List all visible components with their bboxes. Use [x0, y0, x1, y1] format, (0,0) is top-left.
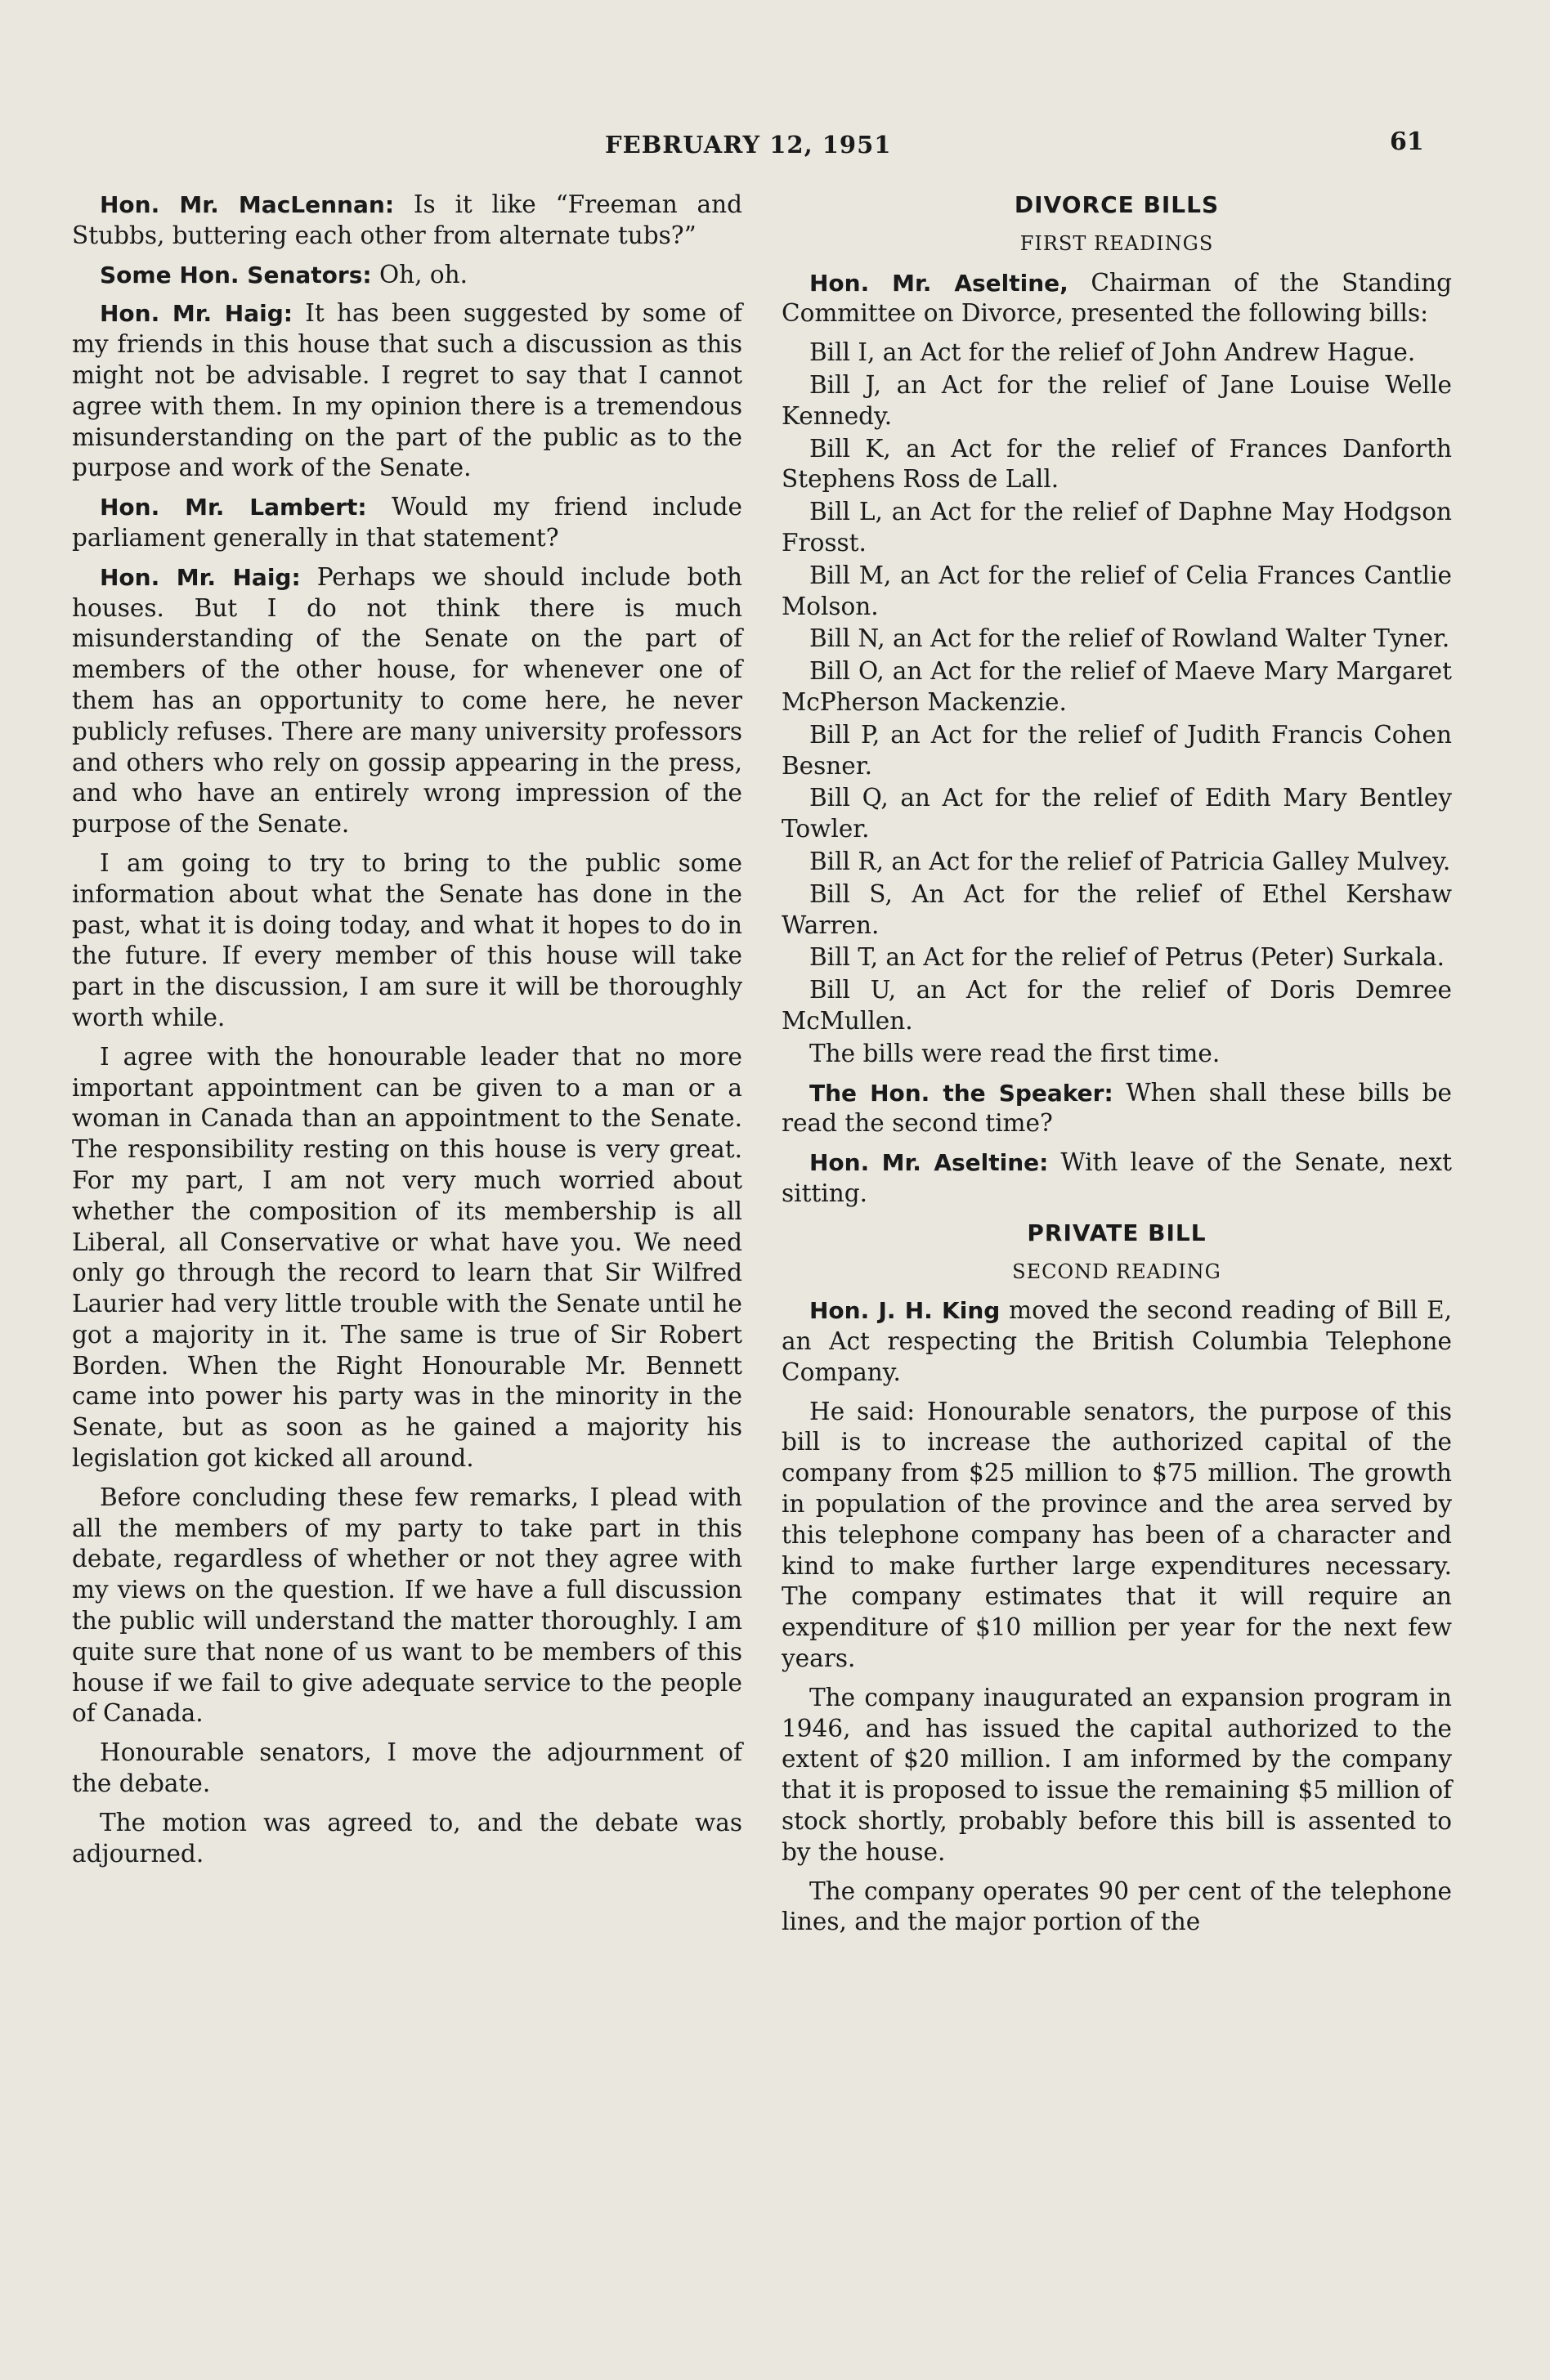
paragraph [72, 298, 742, 484]
page-date: FEBRUARY 12, 1951 [605, 131, 892, 159]
paragraph [782, 1295, 1452, 1388]
speech-text: Oh, oh. [371, 260, 468, 289]
paragraph [72, 492, 742, 554]
paragraph [782, 1148, 1452, 1210]
bill-item: Bill O, an Act for the relief of Maeve Mary Margaret McPherson Mackenzie. [782, 657, 1452, 716]
paragraph [782, 1078, 1452, 1140]
speaker-name: Hon. Mr. MacLennan: [100, 191, 395, 218]
paragraph [782, 268, 1452, 330]
paragraph [72, 562, 742, 840]
bill-item: Bill M, an Act for the relief of Celia Frances Cantlie Molson. [782, 561, 1452, 620]
bill-item: Bill S, An Act for the relief of Ethel Kershaw Warren. [782, 879, 1452, 939]
section-subtitle: FIRST READINGS [1019, 231, 1214, 255]
paragraph [72, 260, 742, 291]
section-title: PRIVATE BILL [1027, 1219, 1207, 1246]
bill-item: Bill L, an Act for the relief of Daphne May Hodgson Frosst. [782, 498, 1452, 557]
speaker-name: Some Hon. Senators: [100, 261, 372, 289]
bill-item: Bill T, an Act for the relief of Petrus (Peter) Surkala. [809, 943, 1445, 972]
paragraph: I am going to try to bring to the public some information about what the Senate has done in the past, what it is doing today, and what it hopes to do in the future. If every member of this house will take part in the discussion, I am sure it will be thoroughly worth while. [72, 848, 742, 1031]
paragraph: The bills were read the first time. [809, 1039, 1221, 1067]
speech-text: Is it like “Freeman and Stubbs, buttering each other from alternate tubs?” [72, 190, 742, 249]
bill-item: Bill P, an Act for the relief of Judith Francis Cohen Besner. [782, 720, 1452, 780]
bill-item: Bill K, an Act for the relief of Frances Danforth Stephens Ross de Lall. [782, 434, 1452, 494]
speech-text: Would my friend include parliament generally in that statement? [72, 493, 743, 552]
speaker-name: Hon. Mr. Aseltine, [809, 269, 1068, 297]
speech-text: Perhaps we should include both houses. But I do not think there is much misunderstanding of the Senate on the part of members of the other house, for whenever one of them has an opportunity to come here, he never publicly refuses. There are many university professors and others who rely on gossip appearing in the press, and who have an entirely wrong impression of the purpose of the Senate. [72, 562, 742, 839]
speaker-name: Hon. Mr. Haig: [100, 563, 301, 591]
paragraph: The company inaugurated an expansion program in 1946, and has issued the capital authorized to the extent of $20 million. I am informed by the company that it is proposed to issue the remaining $5 million of stock shortly, probably before this bill is assented to by the house. [782, 1683, 1452, 1866]
paragraph: The company operates 90 per cent of the telephone lines, and the major portion of the [782, 1877, 1452, 1936]
speaker-name: Hon. Mr. Haig: [100, 300, 293, 328]
paragraph: The motion was agreed to, and the debate was adjourned. [72, 1808, 742, 1868]
bill-item: Bill J, an Act for the relief of Jane Louise Welle Kennedy. [782, 370, 1452, 430]
section-subtitle: SECOND READING [1012, 1259, 1221, 1283]
right-column [782, 190, 1452, 1946]
bill-item: Bill U, an Act for the relief of Doris Demree McMullen. [782, 976, 1452, 1035]
speech-text: It has been suggested by some of my friends in this house that such a discussion as this might not be advisable. I regret to say that I cannot agree with them. In my opinion there is a tremendous misunderstanding on the part of the public as to the purpose and work of the Senate. [72, 299, 743, 482]
speech-text: With leave of the Senate, next sitting. [782, 1148, 1452, 1207]
bill-item: Bill R, an Act for the relief of Patricia Galley Mulvey. [809, 847, 1451, 875]
page-number: 61 [1390, 128, 1424, 156]
bill-item: Bill Q, an Act for the relief of Edith Mary Bentley Towler. [782, 784, 1452, 843]
paragraph: I agree with the honourable leader that no more important appointment can be given to a man or a woman in Canada than an appointment to the Senate. The responsibility resting on this house is very great. For my part, I am not very much worried about whether the composition of its membership is all Liberal, all Conservative or what have you. We need only go through the record to learn that Sir Wilfred Laurier had very little trouble with the Senate until he got a majority in it. The same is true of Sir Robert Borden. When the Right Honourable Mr. Bennett came into power his party was in the minority in the Senate, but as soon as he gained a majority his legislation got kicked all around. [72, 1042, 742, 1473]
paragraph: Honourable senators, I move the adjournment of the debate. [72, 1738, 742, 1798]
paragraph [72, 190, 742, 252]
bill-item: Bill I, an Act for the relief of John Andrew Hague. [809, 338, 1416, 367]
speaker-name: Hon. J. H. King [809, 1297, 1001, 1325]
bill-item: Bill N, an Act for the relief of Rowland Walter Tyner. [809, 624, 1450, 653]
speaker-name: Hon. Mr. Lambert: [100, 494, 367, 521]
speaker-name: The Hon. the Speaker: [809, 1079, 1113, 1107]
speaker-name: Hon. Mr. Aseltine: [809, 1149, 1049, 1177]
speech-text: moved the second reading of Bill E, an Act respecting the British Columbia Telephone Company. [782, 1296, 1452, 1386]
left-column [72, 190, 742, 1877]
section-title: DIVORCE BILLS [1014, 191, 1220, 218]
paragraph: Before concluding these few remarks, I plead with all the members of my party to take part in this debate, regardless of whether or not they agree with my views on the question. If we have a full discussion the public will understand the matter thoroughly. I am quite sure that none of us want to be members of this house if we fail to give adequate service to the people of Canada. [72, 1483, 742, 1728]
speech-text: Chairman of the Standing Committee on Divorce, presented the following bills: [782, 268, 1452, 328]
paragraph: He said: Honourable senators, the purpose of this bill is to increase the authorized capital of the company from $25 million to $75 million. The growth in population of the province and the area served by this telephone company has been of a character and kind to make further large expenditures necessary. The company estimates that it will require an expenditure of $10 million per year for the next few years. [782, 1397, 1452, 1673]
speech-text: When shall these bills be read the second time? [782, 1078, 1452, 1138]
